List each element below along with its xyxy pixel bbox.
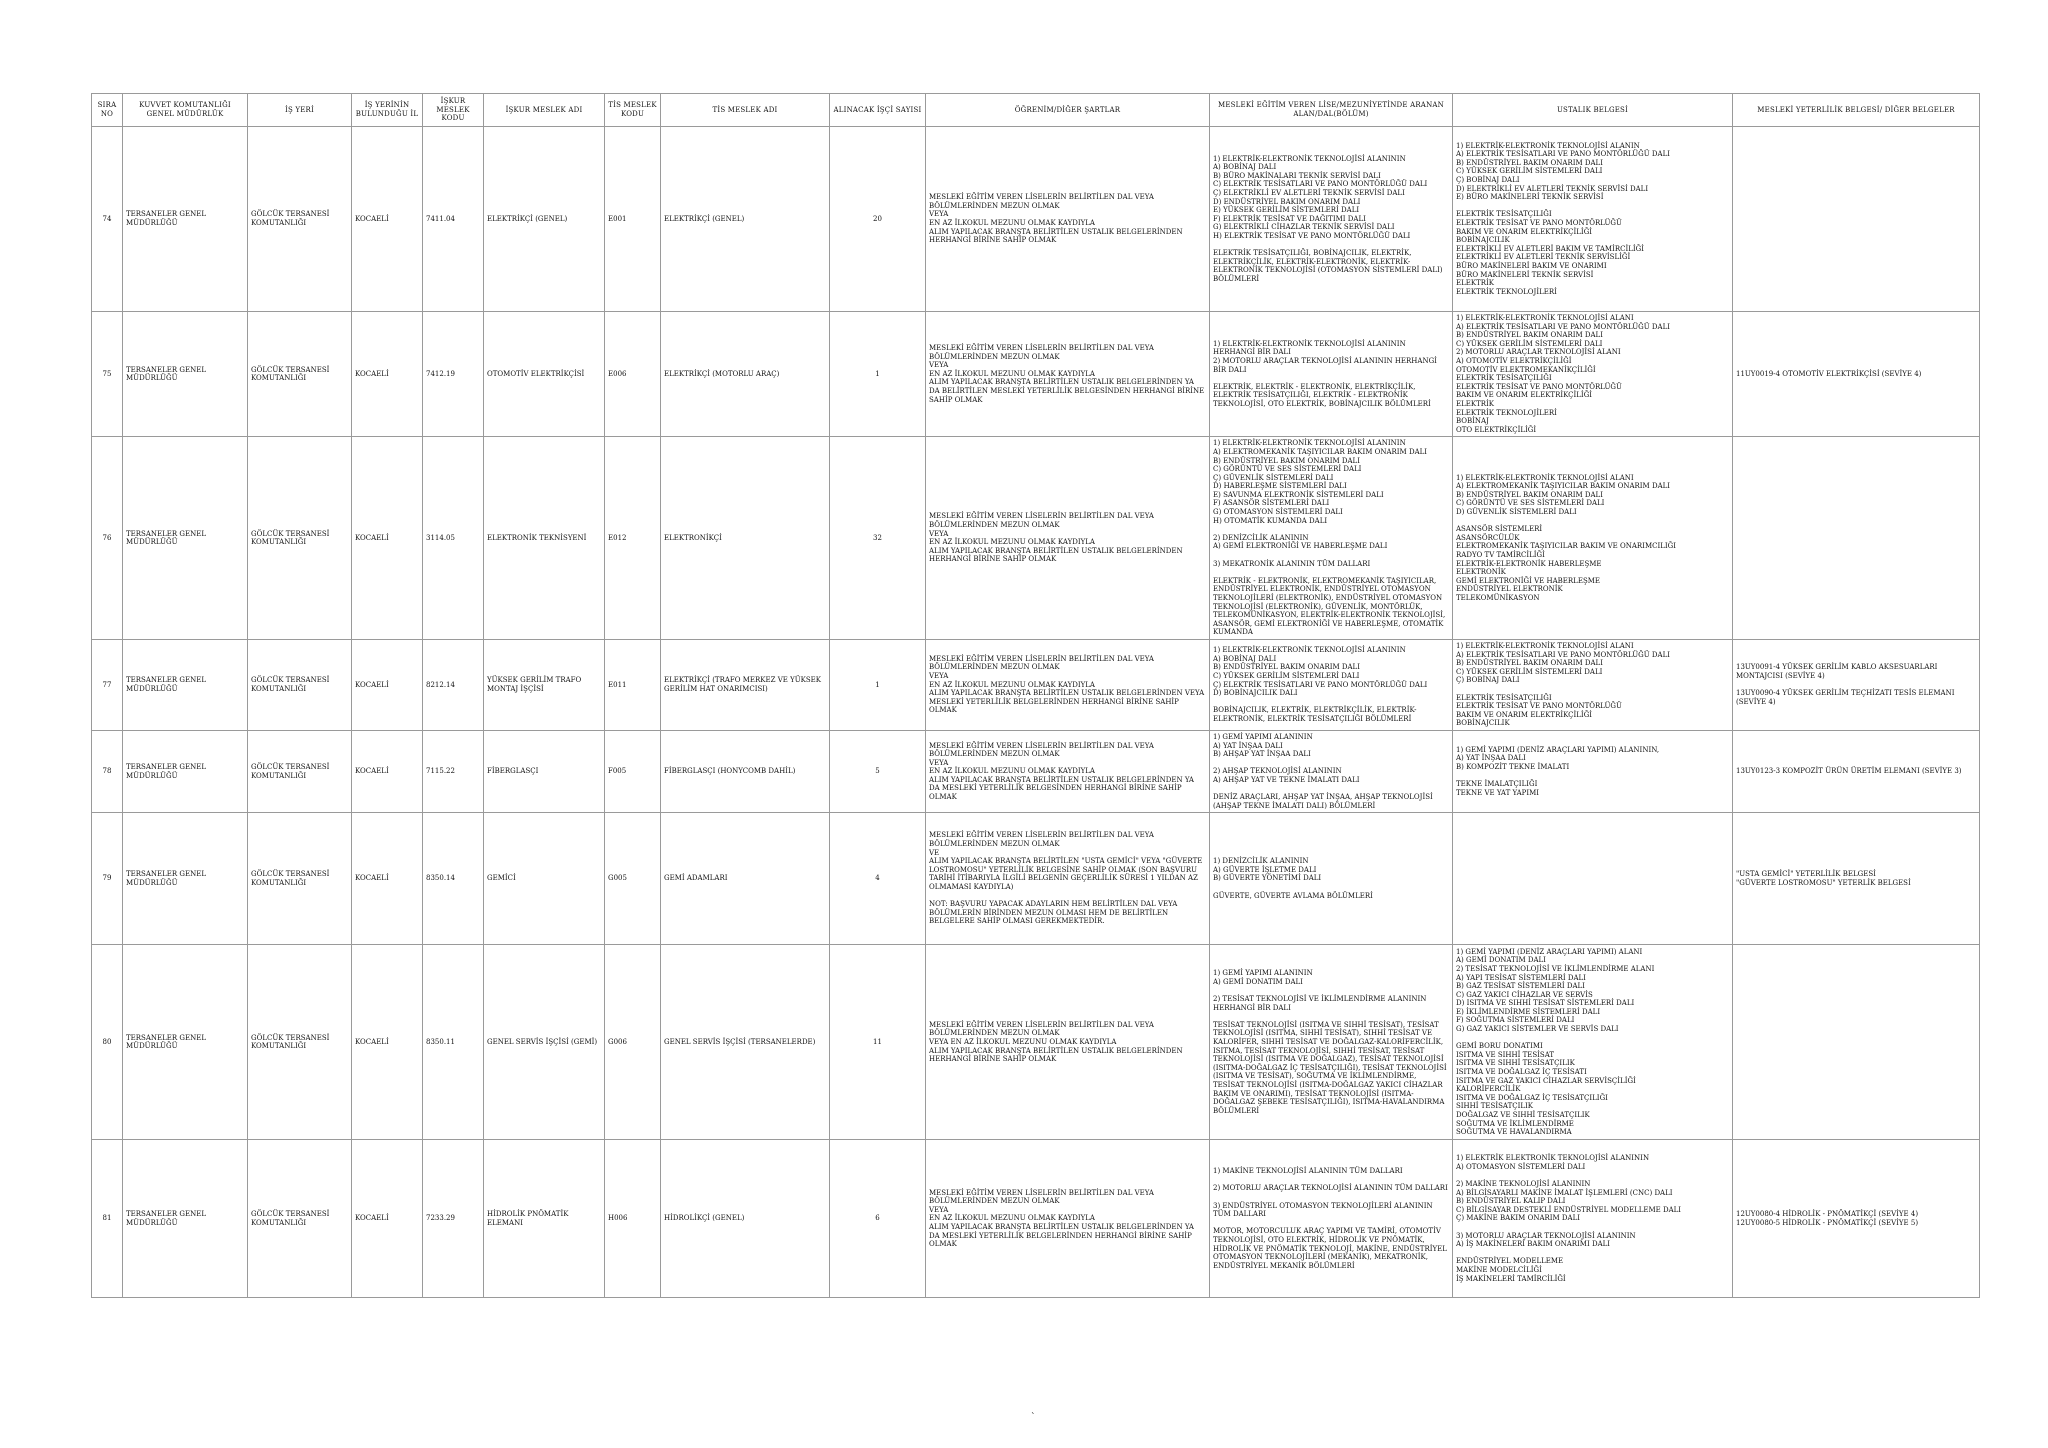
header-row — [92, 94, 1980, 127]
col-header-sayi: ALINACAK İŞÇİ SAYISI — [830, 94, 926, 127]
cell-ogrenim — [926, 437, 1210, 640]
col-header-il: İŞ YERİNİN BULUNDUĞU İL — [352, 94, 423, 127]
cell-iskur-kod: 7411.04 — [423, 127, 484, 312]
cell-il: KOCAELİ — [352, 813, 423, 945]
cell-tis-kod: E011 — [605, 639, 661, 730]
cell-sayi: 4 — [830, 813, 926, 945]
cell-belge — [1733, 639, 1980, 730]
cell-sira-no: 77 — [92, 639, 123, 730]
cell-iskur-ad: YÜKSEK GERİLİM TRAFO MONTAJ İŞÇİSİ — [484, 639, 605, 730]
cell-iskur-ad: OTOMOTİV ELEKTRİKÇİSİ — [484, 312, 605, 437]
col-header-kuvvet: KUVVET KOMUTANLIĞI GENEL MÜDÜRLÜK — [123, 94, 248, 127]
cell-iskur-kod: 7233.29 — [423, 1140, 484, 1298]
cell-belge — [1733, 1140, 1980, 1298]
ogrenim-text: MESLEKİ EĞİTİM VEREN LİSELERİN BELİRTİLEN DAL VEYA BÖLÜMLERİNDEN MEZUN OLMAK VE ALIM YAPILACAK BRANŞTA BELİRTİLEN "USTA GEMİCİ" VEYA "GÜVERTE LOSTROMOSU" YETERLİLİK BELGESİNE SAHİP OLMAK (SON BAŞVURU TARİHİ İTİBARIYLA İLGİLİ BELGENİN GEÇERLİLİK SÜRESİ 1 YILDAN AZ OLMAMASI KAYDIYLA) NOT: BAŞVURU YAPACAK ADAYLARIN HEM BELİRTİLEN DAL VEYA BÖLÜMLERİN BİRİNDEN MEZUN OLMASI HEM DE BELİRTİLEN BELGELERE SAHİP OLMASI GEREKMEKTEDİR. — [929, 831, 1203, 926]
cell-ogrenim — [926, 312, 1210, 437]
cell-sira-no: 80 — [92, 945, 123, 1140]
alan-text: 1) ELEKTRİK-ELEKTRONİK TEKNOLOJİSİ ALANININ A) BOBİNAJ DALI B) BÜRO MAKİNALARI TEKNİK SERVİSİ DALI C) ELEKTRİK TESİSATLARI VE PANO MONTÖRLÜĞÜ DALI Ç) ELEKTRİKLİ EV ALETLERİ TEKNİK SERVİSİ DALI D) ENDÜSTRİYEL BAKIM ONARIM DALI E) YÜKSEK GERİLİM SİSTEMLERİ DALI F) ELEKTRİK TESİSAT VE DAĞITIMI DALI G) ELEKTRİKLİ CİHAZLAR TEKNİK SERVİSİ DALI H) ELEKTRİK TESİSAT VE PANO MONTÖRLÜĞÜ DALI ELEKTRİK TESİSATÇILIĞI, BOBİNAJCILIK, ELEKTRİK, ELEKTRİKÇİLİK, ELEKTRİK-ELEKTRONİK, ELEKTRİK-ELEKTRONİK TEKNOLOJİSİ (OTOMASYON SİSTEMLERİ DALI) BÖLÜMLERİ — [1213, 154, 1443, 283]
cell-iskur-ad: FİBERGLASÇI — [484, 730, 605, 812]
alan-text: 1) GEMİ YAPIMI ALANININ A) YAT İNŞAA DALI B) AHŞAP YAT İNŞAA DALI 2) AHŞAP TEKNOLOJİSİ ALANININ A) AHŞAP YAT VE TEKNE İMALATI DALI DENİZ ARAÇLARI, AHŞAP YAT İNŞAA, AHŞAP TEKNOLOJİSİ (AHŞAP TEKNE İMALATI DALI) BÖLÜMLERİ — [1213, 732, 1433, 810]
ogrenim-text: MESLEKİ EĞİTİM VEREN LİSELERİN BELİRTİLEN DAL VEYA BÖLÜMLERİNDEN MEZUN OLMAK VEYA EN AZ İLKOKUL MEZUNU OLMAK KAYDIYLA ALIM YAPILACAK BRANŞTA BELİRTİLEN USTALIK BELGELERİNDEN YA DA BELİRTİLEN MESLEKİ YETERLİLİK BELGESİNDEN HERHANGİ BİRİNE SAHİP OLMAK — [929, 344, 1205, 404]
ustalik-text: 1) ELEKTRİK-ELEKTRONİK TEKNOLOJİSİ ALANIN A) ELEKTRİK TESİSATLARI VE PANO MONTÖRLÜĞÜ DALI B) ENDÜSTRİYEL BAKIM ONARIM DALI C) YÜKSEK GERİLİM SİSTEMLERİ DALI Ç) BOBİNAJ DALI D) ELEKTRİKLİ EV ALETLERİ TEKNİK SERVİSİ DALI E) BÜRO MAKİNELERİ TEKNİK SERVİSİ ELEKTRİK TESİSATÇILIĞI ELEKTRİK TESİSAT VE PANO MONTÖRLÜĞÜ BAKIM VE ONARIM ELEKTRİKÇİLİĞİ BOBİNAJCILIK ELEKTRİKLİ EV ALETLERİ BAKIM VE TAMİRCİLİĞİ ELEKTRİKLİ EV ALETLERİ TEKNİK SERVİSLİĞİ BÜRO MAKİNELERİ BAKIM VE ONARIMI BÜRO MAKİNELERİ TEKNİK SERVİSİ ELEKTRİK ELEKTRİK TEKNOLOJİLERİ — [1456, 141, 1670, 296]
cell-sayi: 1 — [830, 639, 926, 730]
cell-ogrenim — [926, 945, 1210, 1140]
ustalik-text: 1) ELEKTRİK-ELEKTRONİK TEKNOLOJİSİ ALANI A) ELEKTRİK TESİSATLARI VE PANO MONTÖRLÜĞÜ DALI B) ENDÜSTRİYEL BAKIM ONARIM DALI C) YÜKSEK GERİLİM SİSTEMLERİ DALI 2) MOTORLU ARAÇLAR TEKNOLOJİSİ ALANI A) OTOMOTİV ELEKTRİKÇİLİĞİ OTOMOTİV ELEKTROMEKANİKÇİLİĞİ ELEKTRİK TESİSATÇILIĞI ELEKTRİK TESİSAT VE PANO MONTÖRLÜĞÜ BAKIM VE ONARIM ELEKTRİKÇİLİĞİ ELEKTRİK ELEKTRİK TEKNOLOJİLERİ BOBİNAJ OTO ELEKTRİKÇİLİĞİ — [1456, 314, 1670, 434]
cell-tis-ad: FİBERGLASÇI (HONYCOMB DAHİL) — [661, 730, 830, 812]
cell-alan — [1210, 945, 1453, 1140]
page-mark: ` — [1031, 1413, 1036, 1423]
cell-tis-kod: G006 — [605, 945, 661, 1140]
alan-text: 1) MAKİNE TEKNOLOJİSİ ALANININ TÜM DALLARI 2) MOTORLU ARAÇLAR TEKNOLOJİSİ ALANININ TÜM DALLARI 3) ENDÜSTRİYEL OTOMASYON TEKNOLOJİLERİ ALANININ TÜM DALLARI MOTOR, MOTORCULUK ARAÇ YAPIMI VE TAMİRİ, OTOMOTİV TEKNOLOJİSİ, OTO ELEKTRİK, HİDROLİK VE PNÖMATİK, HİDROLİK VE PNÖMATİK TEKNOLOJİ, MAKİNE, ENDÜSTRİYEL OTOMASYON TEKNOLOJİLERİ (MEKANİK), MEKATRONİK, ENDÜSTRİYEL MEKANİK BÖLÜMLERİ — [1213, 1167, 1448, 1270]
belge-text: 13UY0091-4 YÜKSEK GERİLİM KABLO AKSESUARLARI MONTAJCISI (SEVİYE 4) 13UY0090-4 YÜKSEK GERİLİM TEÇHİZATI TESİS ELEMANI (SEVİYE 4) — [1736, 663, 1955, 706]
cell-ogrenim — [926, 1140, 1210, 1298]
cell-kuvvet: TERSANELER GENEL MÜDÜRLÜĞÜ — [123, 437, 248, 640]
cell-sayi: 5 — [830, 730, 926, 812]
table-row — [92, 1140, 1980, 1298]
cell-sayi: 20 — [830, 127, 926, 312]
cell-il: KOCAELİ — [352, 730, 423, 812]
cell-ustalik — [1453, 312, 1733, 437]
cell-sira-no: 79 — [92, 813, 123, 945]
cell-tis-kod: H006 — [605, 1140, 661, 1298]
cell-iskur-ad: HİDROLİK PNÖMATİK ELEMANI — [484, 1140, 605, 1298]
table-row — [92, 312, 1980, 437]
cell-kuvvet: TERSANELER GENEL MÜDÜRLÜĞÜ — [123, 730, 248, 812]
cell-iskur-kod: 7412.19 — [423, 312, 484, 437]
cell-iskur-kod: 8350.14 — [423, 813, 484, 945]
belge-text: 13UY0123-3 KOMPOZİT ÜRÜN ÜRETİM ELEMANI (SEVİYE 3) — [1736, 767, 1962, 776]
cell-ustalik — [1453, 730, 1733, 812]
table-row — [92, 437, 1980, 640]
col-header-belge: MESLEKİ YETERLİLİK BELGESİ/ DİĞER BELGELER — [1733, 94, 1980, 127]
cell-il: KOCAELİ — [352, 639, 423, 730]
col-header-alan: MESLEKİ EĞİTİM VEREN LİSE/MEZUNİYETİNDE ARANAN ALAN/DAL(BÖLÜM) — [1210, 94, 1453, 127]
cell-tis-kod: E001 — [605, 127, 661, 312]
ogrenim-text: MESLEKİ EĞİTİM VEREN LİSELERİN BELİRTİLEN DAL VEYA BÖLÜMLERİNDEN MEZUN OLMAK VEYA EN AZ İLKOKUL MEZUNU OLMAK KAYDIYLA ALIM YAPILACAK BRANŞTA BELİRTİLEN USTALIK BELGELERİNDEN YA DA MESLEKİ YETERLİLİK BELGELERİNDEN HERHANGİ BİRİNE SAHİP OLMAK — [929, 1188, 1194, 1249]
cell-ogrenim — [926, 639, 1210, 730]
ogrenim-text: MESLEKİ EĞİTİM VEREN LİSELERİN BELİRTİLEN DAL VEYA BÖLÜMLERİNDEN MEZUN OLMAK VEYA EN AZ İLKOKUL MEZUNU OLMAK KAYDIYLA ALIM YAPILACAK BRANŞTA BELİRTİLEN USTALIK BELGELERİNDEN YA DA MESLEKİ YETERLİLİK BELGESİNDEN HERHANGİ BİRİNE SAHİP OLMAK — [929, 741, 1194, 802]
cell-alan — [1210, 730, 1453, 812]
cell-iskur-ad: ELEKTRİKÇİ (GENEL) — [484, 127, 605, 312]
col-header-ogrenim: ÖĞRENİM/DİĞER ŞARTLAR — [926, 94, 1210, 127]
cell-iskur-kod: 8350.11 — [423, 945, 484, 1140]
cell-kuvvet: TERSANELER GENEL MÜDÜRLÜĞÜ — [123, 639, 248, 730]
alan-text: 1) ELEKTRİK-ELEKTRONİK TEKNOLOJİSİ ALANININ A) ELEKTROMEKANİK TAŞIYICILAR BAKIM ONARIM DALI B) ENDÜSTRİYEL BAKIM ONARIM DALI C) GÖRÜNTÜ VE SES SİSTEMLERİ DALI Ç) GÜVENLİK SİSTEMLERİ DALI D) HABERLEŞME SİSTEMLERİ DALI E) SAVUNMA ELEKTRONİK SİSTEMLERİ DALI F) ASANSÖR SİSTEMLERİ DALI G) OTOMASYON SİSTEMLERİ DALI H) OTOMATİK KUMANDA DALI 2) DENİZCİLİK ALANININ A) GEMİ ELEKTRONİĞİ VE HABERLEŞME DALI 3) MEKATRONİK ALANININ TÜM DALLARI ELEKTRİK - ELEKTRONİK, ELEKTROMEKANİK TAŞIYICILAR, ENDÜSTRİYEL ELEKTRONİK, ENDÜSTRİYEL OTOMASYON TEKNOLOJİLERİ (ELEKTRONİK), ENDÜSTRİYEL OTOMASYON TEKNOLOJİSİ (ELEKTRONİK), GÜVENLİK, MONTÖRLÜK, TELEKOMÜNİKASYON, ELEKTRİK-ELEKTRONİK TEKNOLOJİSİ, ASANSÖR, GEMİ ELEKTRONİĞİ VE HABERLEŞME, OTOMATİK KUMANDA — [1213, 439, 1446, 637]
cell-belge — [1733, 730, 1980, 812]
cell-tis-ad: ELEKTRİKÇİ (TRAFO MERKEZ VE YÜKSEK GERİLİM HAT ONARIMCISI) — [661, 639, 830, 730]
cell-tis-ad: GENEL SERVİS İŞÇİSİ (TERSANELERDE) — [661, 945, 830, 1140]
cell-kuvvet: TERSANELER GENEL MÜDÜRLÜĞÜ — [123, 127, 248, 312]
cell-tis-ad: HİDROLİKÇİ (GENEL) — [661, 1140, 830, 1298]
alan-text: 1) ELEKTRİK-ELEKTRONİK TEKNOLOJİSİ ALANININ A) BOBİNAJ DALI B) ENDÜSTRİYEL BAKIM ONARIM DALI C) YÜKSEK GERİLİM SİSTEMLERİ DALI Ç) ELEKTRİK TESİSATLARI VE PANO MONTÖRLÜĞÜ DALI D) BOBİNAJCILIK DALI BOBİNAJCILIK, ELEKTRİK, ELEKTRİKÇİLİK, ELEKTRİK-ELEKTRONİK, ELEKTRİK TESİSATÇILIĞI BÖLÜMLERİ — [1213, 646, 1428, 724]
cell-iskur-ad: GEMİCİ — [484, 813, 605, 945]
cell-iskur-kod: 7115.22 — [423, 730, 484, 812]
ogrenim-text: MESLEKİ EĞİTİM VEREN LİSELERİN BELİRTİLEN DAL VEYA BÖLÜMLERİNDEN MEZUN OLMAK VEYA EN AZ İLKOKUL MEZUNU OLMAK KAYDIYLA ALIM YAPILACAK BRANŞTA BELİRTİLEN USTALIK BELGELERİNDEN HERHANGİ BİRİNE SAHİP OLMAK — [929, 1020, 1183, 1064]
cell-isyeri: GÖLCÜK TERSANESİ KOMUTANLIĞI — [248, 437, 352, 640]
ogrenim-text: MESLEKİ EĞİTİM VEREN LİSELERİN BELİRTİLEN DAL VEYA BÖLÜMLERİNDEN MEZUN OLMAK VEYA EN AZ İLKOKUL MEZUNU OLMAK KAYDIYLA ALIM YAPILACAK BRANŞTA BELİRTİLEN USTALIK BELGELERİNDEN HERHANGİ BİRİNE SAHİP OLMAK — [929, 193, 1183, 245]
cell-sira-no: 78 — [92, 730, 123, 812]
cell-isyeri: GÖLCÜK TERSANESİ KOMUTANLIĞI — [248, 312, 352, 437]
cell-isyeri: GÖLCÜK TERSANESİ KOMUTANLIĞI — [248, 639, 352, 730]
cell-ustalik — [1453, 945, 1733, 1140]
cell-sira-no: 74 — [92, 127, 123, 312]
cell-alan — [1210, 813, 1453, 945]
cell-tis-ad: GEMİ ADAMLARI — [661, 813, 830, 945]
cell-sayi: 1 — [830, 312, 926, 437]
col-header-iskur-ad: İŞKUR MESLEK ADI — [484, 94, 605, 127]
table-row — [92, 639, 1980, 730]
cell-sira-no: 81 — [92, 1140, 123, 1298]
personnel-table — [91, 93, 1980, 1298]
cell-sira-no: 75 — [92, 312, 123, 437]
cell-ustalik — [1453, 127, 1733, 312]
cell-alan — [1210, 312, 1453, 437]
cell-il: KOCAELİ — [352, 312, 423, 437]
cell-tis-ad: ELEKTRONİKÇİ — [661, 437, 830, 640]
cell-belge — [1733, 813, 1980, 945]
cell-belge — [1733, 945, 1980, 1140]
col-header-isyeri: İŞ YERİ — [248, 94, 352, 127]
table-row — [92, 945, 1980, 1140]
table-row — [92, 813, 1980, 945]
cell-iskur-ad: GENEL SERVİS İŞÇİSİ (GEMİ) — [484, 945, 605, 1140]
cell-iskur-ad: ELEKTRONİK TEKNİSYENİ — [484, 437, 605, 640]
cell-il: KOCAELİ — [352, 127, 423, 312]
cell-sayi: 6 — [830, 1140, 926, 1298]
cell-ogrenim — [926, 813, 1210, 945]
cell-tis-kod: E006 — [605, 312, 661, 437]
cell-tis-ad: ELEKTRİKÇİ (GENEL) — [661, 127, 830, 312]
cell-belge — [1733, 437, 1980, 640]
cell-tis-ad: ELEKTRİKÇİ (MOTORLU ARAÇ) — [661, 312, 830, 437]
cell-iskur-kod: 3114.05 — [423, 437, 484, 640]
ustalik-text: 1) GEMİ YAPIMI (DENİZ ARAÇLARI YAPIMI) ALANININ, A) YAT İNŞAA DALI B) KOMPOZİT TEKNE İMALATI TEKNE İMALATÇILIĞI TEKNE VE YAT YAPIMI — [1456, 745, 1660, 797]
cell-il: KOCAELİ — [352, 1140, 423, 1298]
cell-kuvvet: TERSANELER GENEL MÜDÜRLÜĞÜ — [123, 312, 248, 437]
table-row — [92, 730, 1980, 812]
ustalik-text: 1) ELEKTRİK ELEKTRONİK TEKNOLOJİSİ ALANININ A) OTOMASYON SİSTEMLERİ DALI 2) MAKİNE TEKNOLOJİSİ ALANININ A) BİLGİSAYARLI MAKİNE İMALAT İŞLEMLERİ (CNC) DALI B) ENDÜSTRİYEL KALIP DALI C) BİLGİSAYAR DESTEKLİ ENDÜSTRİYEL MODELLEME DALI Ç) MAKİNE BAKIM ONARIM DALI 3) MOTORLU ARAÇLAR TEKNOLOJİSİ ALANININ A) İŞ MAKİNELERİ BAKIM ONARIMI DALI ENDÜSTRİYEL MODELLEME MAKİNE MODELCİLİĞİ İŞ MAKİNELERİ TAMİRCİLİĞİ — [1456, 1154, 1682, 1283]
cell-tis-kod: E012 — [605, 437, 661, 640]
col-header-iskur-kod: İŞKUR MESLEK KODU — [423, 94, 484, 127]
cell-tis-kod: G005 — [605, 813, 661, 945]
col-header-sira-no: SIRA NO — [92, 94, 123, 127]
cell-isyeri: GÖLCÜK TERSANESİ KOMUTANLIĞI — [248, 127, 352, 312]
ustalik-text: 1) ELEKTRİK-ELEKTRONİK TEKNOLOJİSİ ALANI A) ELEKTROMEKANİK TAŞIYICILAR BAKIM ONARIM DALI B) ENDÜSTRİYEL BAKIM ONARIM DALI C) GÖRÜNTÜ VE SES SİSTEMLERİ DALI D) GÜVENLİK SİSTEMLERİ DALI ASANSÖR SİSTEMLERİ ASANSÖRCÜLÜK ELEKTROMEKANİK TAŞIYICILAR BAKIM VE ONARIMCILIĞI RADYO TV TAMİRCİLİĞİ ELEKTRİK-ELEKTRONİK HABERLEŞME ELEKTRONİK GEMİ ELEKTRONİĞİ VE HABERLEŞME ENDÜSTRİYEL ELEKTRONİK TELEKOMÜNİKASYON — [1456, 473, 1676, 602]
cell-il: KOCAELİ — [352, 945, 423, 1140]
cell-ogrenim — [926, 730, 1210, 812]
cell-sayi: 32 — [830, 437, 926, 640]
alan-text: 1) DENİZCİLİK ALANININ A) GÜVERTE İŞLETME DALI B) GÜVERTE YÖNETİMİ DALI GÜVERTE, GÜVERTE AVLAMA BÖLÜMLERİ — [1213, 857, 1373, 900]
alan-text: 1) ELEKTRİK-ELEKTRONİK TEKNOLOJİSİ ALANININ HERHANGİ BİR DALI 2) MOTORLU ARAÇLAR TEKNOLOJİSİ ALANININ HERHANGİ BİR DALI ELEKTRİK, ELEKTRİK - ELEKTRONİK, ELEKTRİKÇİLİK, ELEKTRİK TESİSATÇILIĞI, ELEKTRİK - ELEKTRONİK TEKNOLOJİSİ, OTO ELEKTRİK, BOBİNAJCILIK BÖLÜMLERİ — [1213, 339, 1437, 408]
cell-ustalik — [1453, 1140, 1733, 1298]
belge-text: "USTA GEMİCİ" YETERLİLİK BELGESİ "GÜVERTE LOSTROMOSU" YETERLİK BELGESİ — [1736, 870, 1911, 887]
ogrenim-text: MESLEKİ EĞİTİM VEREN LİSELERİN BELİRTİLEN DAL VEYA BÖLÜMLERİNDEN MEZUN OLMAK VEYA EN AZ İLKOKUL MEZUNU OLMAK KAYDIYLA ALIM YAPILACAK BRANŞTA BELİRTİLEN USTALIK BELGELERİNDEN VEYA MESLEKİ YETERLİLİK BELGELERİNDEN HERHANGİ BİRİNE SAHİP OLMAK — [929, 654, 1205, 715]
cell-sayi: 11 — [830, 945, 926, 1140]
cell-isyeri: GÖLCÜK TERSANESİ KOMUTANLIĞI — [248, 813, 352, 945]
ustalik-text: 1) ELEKTRİK-ELEKTRONİK TEKNOLOJİSİ ALANI A) ELEKTRİK TESİSATLARI VE PANO MONTÖRLÜĞÜ DALI B) ENDÜSTRİYEL BAKIM ONARIM DALI C) YÜKSEK GERİLİM SİSTEMLERİ DALI Ç) BOBİNAJ DALI ELEKTRİK TESİSATÇILIĞI ELEKTRİK TESİSAT VE PANO MONTÖRLÜĞÜ BAKIM VE ONARIM ELEKTRİKÇİLİĞİ BOBİNAJCILIK — [1456, 641, 1670, 728]
cell-kuvvet: TERSANELER GENEL MÜDÜRLÜĞÜ — [123, 1140, 248, 1298]
cell-isyeri: GÖLCÜK TERSANESİ KOMUTANLIĞI — [248, 730, 352, 812]
cell-kuvvet: TERSANELER GENEL MÜDÜRLÜĞÜ — [123, 945, 248, 1140]
col-header-tis-kod: TİS MESLEK KODU — [605, 94, 661, 127]
cell-sira-no: 76 — [92, 437, 123, 640]
ogrenim-text: MESLEKİ EĞİTİM VEREN LİSELERİN BELİRTİLEN DAL VEYA BÖLÜMLERİNDEN MEZUN OLMAK VEYA EN AZ İLKOKUL MEZUNU OLMAK KAYDIYLA ALIM YAPILACAK BRANŞTA BELİRTİLEN USTALIK BELGELERİNDEN HERHANGİ BİRİNE SAHİP OLMAK — [929, 512, 1183, 564]
cell-il: KOCAELİ — [352, 437, 423, 640]
cell-alan — [1210, 639, 1453, 730]
cell-belge — [1733, 127, 1980, 312]
alan-text: 1) GEMİ YAPIMI ALANININ A) GEMİ DONATIM DALI 2) TESİSAT TEKNOLOJİSİ VE İKLİMLENDİRME ALANININ HERHANGİ BİR DALI TESİSAT TEKNOLOJİSİ (ISITMA VE SIHHİ TESİSAT), TESİSAT TEKNOLOJİSİ (ISITMA, SIHHİ TESİSAT), SIHHİ TESİSAT VE KALORİFER, SIHHİ TESİSAT VE DOĞALGAZ-KALORİFERCİLİK, ISITMA, TESİSAT TEKNOLOJİSİ, SIHHİ TESİSAT, TESİSAT TEKNOLOJİSİ (ISITMA VE DOĞALGAZ), TESİSAT TEKNOLOJİSİ (ISITMA-DOĞALGAZ İÇ TESİSATÇILIĞI), TESİSAT TEKNOLOJİSİ (ISITMA VE TESİSAT), SOĞUTMA VE İKLİMLENDİRME, TESİSAT TEKNOLOJİSİ (ISITMA-DOĞALGAZ YAKICI CİHAZLAR BAKIM VE ONARIMI), TESİSAT TEKNOLOJİSİ (ISITMA-DOĞALGAZ ŞEBEKE TESİSATÇILIĞI), ISITMA-HAVALANDIRMA BÖLÜMLERİ — [1213, 969, 1447, 1115]
cell-alan — [1210, 127, 1453, 312]
col-header-ustalik: USTALIK BELGESİ — [1453, 94, 1733, 127]
cell-ustalik — [1453, 639, 1733, 730]
cell-belge — [1733, 312, 1980, 437]
cell-alan — [1210, 1140, 1453, 1298]
cell-iskur-kod: 8212.14 — [423, 639, 484, 730]
ustalik-text: 1) GEMİ YAPIMI (DENİZ ARAÇLARI YAPIMI) ALANI A) GEMİ DONATIM DALI 2) TESİSAT TEKNOLOJİSİ VE İKLİMLENDİRME ALANI A) YAPI TESİSAT SİSTEMLERİ DALI B) GAZ TESİSAT SİSTEMLERİ DALI C) GAZ YAKICI CİHAZLAR VE SERVİS D) ISITMA VE SIHHİ TESİSAT SİSTEMLERİ DALI E) İKLİMLENDİRME SİSTEMLERİ DALI F) SOĞUTMA SİSTEMLERİ DALI G) GAZ YAKICI SİSTEMLER VE SERVİS DALI GEMİ BORU DONATIMI ISITMA VE SIHHİ TESİSAT ISITMA VE SIHHİ TESİSATÇILIK ISITMA VE DOĞALGAZ İÇ TESİSATI ISITMA VE GAZ YAKICI CİHAZLAR SERVİSÇİLİĞİ KALORİFERCİLİK ISITMA VE DOĞALGAZ İÇ TESİSATÇILIĞI SIHHİ TESİSATÇILIK DOĞALGAZ VE SIHHİ TESİSATÇILIK SOĞUTMA VE İKLİMLENDİRME SOĞUTMA VE HAVALANDIRMA — [1456, 947, 1655, 1137]
belge-text: 12UY0080-4 HİDROLİK - PNÖMATİKÇİ (SEVİYE 4) 12UY0080-5 HİDROLİK - PNÖMATİKÇİ (SEVİYE 5) — [1736, 1210, 1919, 1227]
belge-text: 11UY0019-4 OTOMOTİV ELEKTRİKÇİSİ (SEVİYE 4) — [1736, 369, 1922, 378]
cell-isyeri: GÖLCÜK TERSANESİ KOMUTANLIĞI — [248, 1140, 352, 1298]
table-row — [92, 127, 1980, 312]
cell-ustalik — [1453, 813, 1733, 945]
cell-kuvvet: TERSANELER GENEL MÜDÜRLÜĞÜ — [123, 813, 248, 945]
cell-ogrenim — [926, 127, 1210, 312]
cell-isyeri: GÖLCÜK TERSANESİ KOMUTANLIĞI — [248, 945, 352, 1140]
cell-alan — [1210, 437, 1453, 640]
cell-tis-kod: F005 — [605, 730, 661, 812]
cell-ustalik — [1453, 437, 1733, 640]
col-header-tis-ad: TİS MESLEK ADI — [661, 94, 830, 127]
